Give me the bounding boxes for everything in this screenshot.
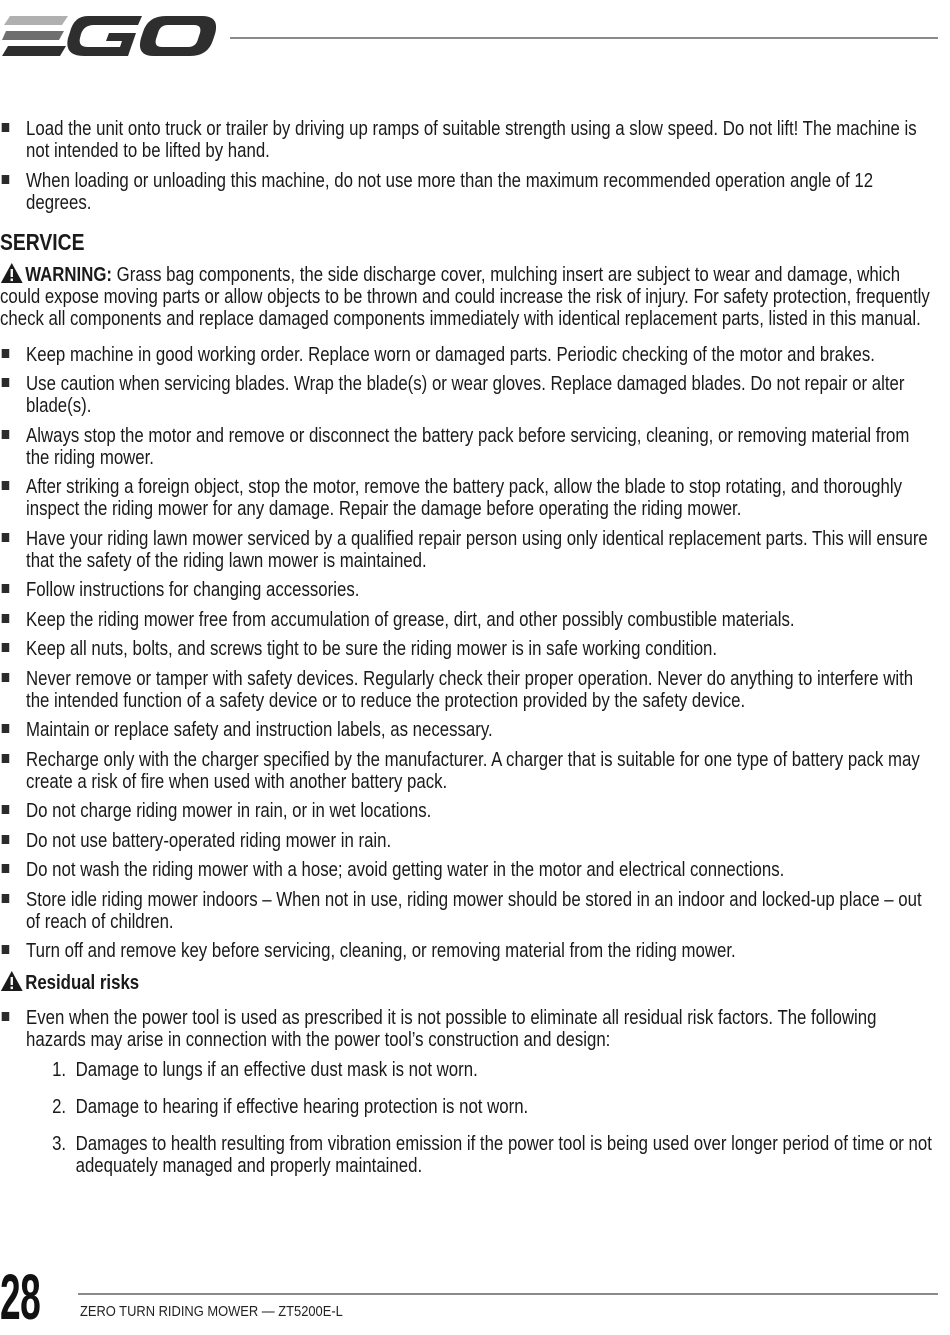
residual-risks-title: Residual risks xyxy=(25,972,140,994)
list-item-text: Never remove or tamper with safety devices. Regularly check their proper operation. Never do anything to interfere with the intended function of a safety device or to reduce the protection provided by the safety device. xyxy=(26,667,914,712)
list-item xyxy=(0,800,932,822)
warning-triangle-icon xyxy=(0,262,24,284)
list-item xyxy=(0,719,932,741)
list-item xyxy=(0,476,932,520)
list-item-text: Recharge only with the charger specified by the manufacturer. A charger that is suitable for one type of battery pack may create a risk of fire when used with another battery pack. xyxy=(26,748,920,793)
list-item-text: Load the unit onto truck or trailer by driving up ramps of suitable strength using a slow speed. Do not lift! The machine is not intended to be lifted by hand. xyxy=(26,118,917,162)
list-item-text: When loading or unloading this machine, do not use more than the maximum recommended operation angle of 12 degrees. xyxy=(26,169,874,214)
square-bullet-icon xyxy=(2,1012,10,1021)
square-bullet-icon xyxy=(2,894,10,903)
square-bullet-icon xyxy=(2,175,10,184)
page-content xyxy=(0,118,932,1192)
item-number: 3. xyxy=(52,1133,67,1155)
list-item xyxy=(0,344,932,366)
ego-logo xyxy=(2,12,216,62)
warning-label: WARNING: xyxy=(25,263,112,286)
page-number: 28 xyxy=(0,1261,41,1333)
square-bullet-icon xyxy=(2,864,10,873)
square-bullet-icon xyxy=(2,805,10,814)
item-text: Damage to hearing if effective hearing protection is not worn. xyxy=(75,1096,529,1118)
residual-risks-heading xyxy=(0,970,932,995)
list-item-text: Always stop the motor and remove or disconnect the battery pack before servicing, cleaning, or removing material from the riding mower. xyxy=(26,424,910,469)
list-item xyxy=(0,579,932,601)
list-item-text: Use caution when servicing blades. Wrap the blade(s) or wear gloves. Replace damaged blades. Do not repair or alter blade(s). xyxy=(26,373,905,417)
square-bullet-icon xyxy=(2,481,10,490)
numbered-item xyxy=(52,1059,932,1081)
square-bullet-icon xyxy=(2,584,10,593)
square-bullet-icon xyxy=(2,724,10,733)
list-item xyxy=(0,1007,932,1177)
list-item-text: Do not wash the riding mower with a hose; avoid getting water in the motor and electrical connections. xyxy=(26,859,785,881)
list-item xyxy=(0,118,932,162)
warning-triangle-icon xyxy=(0,970,24,992)
item-text: Damages to health resulting from vibration emission if the power tool is being used over longer period of time or not adequately managed and properly maintained. xyxy=(75,1133,932,1177)
square-bullet-icon xyxy=(2,123,10,132)
list-item xyxy=(0,889,932,933)
list-item xyxy=(0,749,932,793)
list-item-text: Turn off and remove key before servicing, cleaning, or removing material from the riding mower. xyxy=(26,940,736,962)
numbered-item xyxy=(52,1133,932,1177)
item-number: 2. xyxy=(52,1096,67,1118)
square-bullet-icon xyxy=(2,349,10,358)
service-heading: SERVICE xyxy=(0,228,85,255)
item-number: 1. xyxy=(52,1059,67,1081)
service-bullet-list xyxy=(0,344,932,963)
square-bullet-icon xyxy=(2,614,10,623)
numbered-item xyxy=(52,1096,932,1118)
list-item xyxy=(0,940,932,962)
residual-numbered-list xyxy=(52,1059,932,1177)
loading-bullet-list xyxy=(0,118,932,214)
square-bullet-icon xyxy=(2,643,10,652)
residual-intro: Even when the power tool is used as prescribed it is not possible to eliminate all residual risk factors. The following hazards may arise in connection with the power tool’s construction and design: xyxy=(26,1007,877,1051)
square-bullet-icon xyxy=(2,378,10,387)
list-item xyxy=(0,373,932,417)
list-item xyxy=(0,528,932,572)
list-item xyxy=(0,859,932,881)
square-bullet-icon xyxy=(2,754,10,763)
list-item-text: Store idle riding mower indoors – When not in use, riding mower should be stored in an indoor and locked-up place – out of reach of children. xyxy=(26,888,922,933)
header-divider xyxy=(230,37,938,39)
list-item-text: Keep all nuts, bolts, and screws tight to be sure the riding mower is in safe working condition. xyxy=(26,638,718,660)
residual-bullet-list xyxy=(0,1007,932,1177)
service-warning xyxy=(0,262,932,330)
list-item-text: Do not use battery-operated riding mower in rain. xyxy=(26,829,392,852)
list-item xyxy=(0,170,932,214)
list-item xyxy=(0,425,932,469)
list-item-text: Maintain or replace safety and instruction labels, as necessary. xyxy=(26,719,493,741)
square-bullet-icon xyxy=(2,430,10,439)
list-item-text: Keep the riding mower free from accumulation of grease, dirt, and other possibly combustible materials. xyxy=(26,608,795,631)
item-text: Damage to lungs if an effective dust mask is not worn. xyxy=(75,1059,478,1081)
square-bullet-icon xyxy=(2,835,10,844)
square-bullet-icon xyxy=(2,673,10,682)
list-item xyxy=(0,830,932,852)
list-item-text: Keep machine in good working order. Replace worn or damaged parts. Periodic checking of the motor and brakes. xyxy=(26,343,875,366)
list-item xyxy=(0,609,932,631)
footer-title: ZERO TURN RIDING MOWER — ZT5200E-L xyxy=(80,1303,343,1320)
ego-logo-graphic xyxy=(2,12,216,62)
footer-divider xyxy=(78,1293,938,1295)
square-bullet-icon xyxy=(2,533,10,542)
list-item xyxy=(0,668,932,712)
list-item-text: Follow instructions for changing accessories. xyxy=(26,579,360,601)
list-item-text: After striking a foreign object, stop the motor, remove the battery pack, allow the blade to stop rotating, and thoroughly inspect the riding mower for any damage. Repair the damage before operating the riding mower. xyxy=(26,476,903,520)
list-item xyxy=(0,638,932,660)
list-item-text: Have your riding lawn mower serviced by a qualified repair person using only identical replacement parts. This will ensure that the safety of the riding lawn mower is maintained. xyxy=(26,527,928,572)
warning-text: Grass bag components, the side discharge cover, mulching insert are subject to wear and damage, which could expose moving parts or allow objects to be thrown and could increase the risk of injury. For safety protection, frequently check all components and replace damaged components immediately with identical replacement parts, listed in this manual. xyxy=(0,263,930,330)
square-bullet-icon xyxy=(2,945,10,954)
list-item-text: Do not charge riding mower in rain, or in wet locations. xyxy=(26,800,432,822)
